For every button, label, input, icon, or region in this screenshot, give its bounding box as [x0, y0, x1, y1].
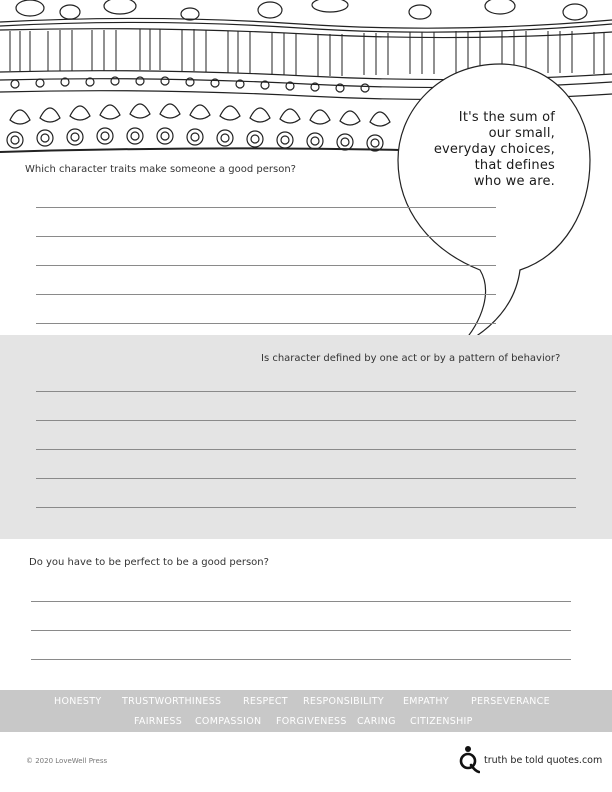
question-1: Which character traits make someone a good person? — [25, 164, 296, 175]
speech-bubble — [380, 60, 612, 350]
answer-line[interactable] — [36, 236, 496, 237]
quote-line: our small, — [488, 126, 555, 141]
value-responsibility: RESPONSIBILITY — [303, 696, 384, 707]
brand-logo[interactable] — [458, 745, 602, 775]
value-empathy: EMPATHY — [403, 696, 449, 707]
answer-line[interactable] — [31, 659, 571, 660]
question-3: Do you have to be perfect to be a good person? — [29, 557, 269, 568]
answer-line[interactable] — [36, 420, 576, 421]
answer-line[interactable] — [36, 207, 496, 208]
answer-line[interactable] — [36, 294, 496, 295]
question-2-section — [0, 335, 612, 539]
value-perseverance: PERSEVERANCE — [471, 696, 550, 707]
quote-line: that defines — [474, 158, 555, 173]
value-trustworthiness: TRUSTWORTHINESS — [122, 696, 222, 707]
brand-name: truth be told quotes.com — [484, 754, 603, 766]
value-respect: RESPECT — [243, 696, 288, 707]
q-logo-icon — [458, 745, 480, 775]
answer-line[interactable] — [31, 601, 571, 602]
answer-line[interactable] — [36, 323, 496, 324]
answer-line[interactable] — [36, 265, 496, 266]
answer-line[interactable] — [31, 630, 571, 631]
answer-line[interactable] — [36, 507, 576, 508]
quote-line: who we are. — [473, 174, 555, 189]
answer-line[interactable] — [36, 478, 576, 479]
value-compassion: COMPASSION — [195, 716, 262, 727]
quote-text — [410, 110, 555, 190]
copyright-notice: © 2020 LoveWell Press — [26, 757, 108, 765]
value-forgiveness: FORGIVENESS — [276, 716, 347, 727]
question-2: Is character defined by one act or by a pattern of behavior? — [261, 353, 561, 364]
value-citizenship: CITIZENSHIP — [410, 716, 473, 727]
value-honesty: HONESTY — [54, 696, 102, 707]
quote-line: It's the sum of — [458, 110, 555, 125]
answer-line[interactable] — [36, 391, 576, 392]
value-caring: CARING — [357, 716, 396, 727]
value-fairness: FAIRNESS — [134, 716, 183, 727]
quote-line: everyday choices, — [433, 142, 555, 157]
answer-line[interactable] — [36, 449, 576, 450]
